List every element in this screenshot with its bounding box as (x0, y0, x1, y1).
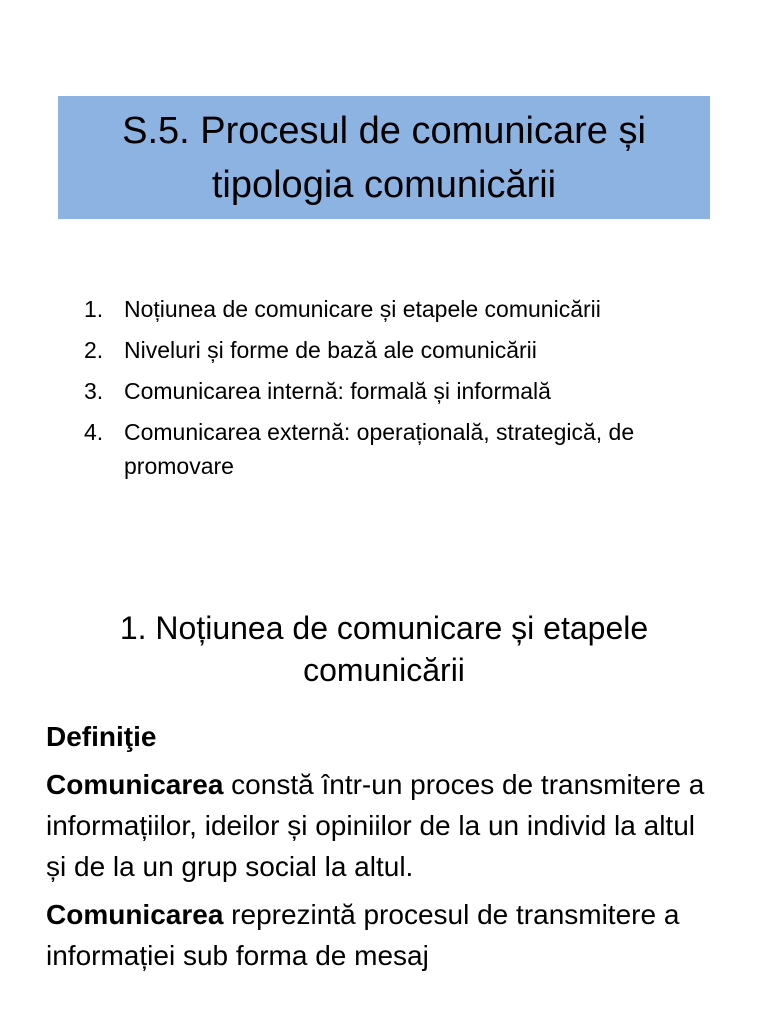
list-item-text: Noțiunea de comunicare și etapele comunicării (124, 296, 601, 322)
list-item (84, 415, 704, 483)
list-item (84, 374, 704, 408)
list-item-text: Niveluri și forme de bază ale comunicării (124, 337, 537, 363)
definition-paragraph (46, 894, 722, 976)
slide-title: S.5. Procesul de comunicare și tipologia comunicării (122, 109, 646, 206)
list-item-text: Comunicarea internă: formală și informală (124, 378, 551, 404)
list-item-number: 4. (84, 419, 104, 445)
slide-content (46, 716, 722, 983)
definition-heading: Definiţie (46, 721, 157, 752)
section-title: 1. Noțiunea de comunicare și etapele comunicării (119, 610, 649, 688)
list-item (84, 333, 704, 367)
term-label: Comunicarea (46, 899, 224, 930)
list-item-number: 2. (84, 337, 104, 363)
list-item (84, 292, 704, 326)
slide-2 (0, 576, 768, 1024)
term-label: Comunicarea (46, 769, 224, 800)
definition-paragraph (46, 764, 722, 887)
paragraph-text: reprezintă procesul de transmitere a informației sub forma de mesaj (46, 899, 680, 971)
list-item-number: 1. (84, 296, 104, 322)
slide-title-banner (58, 96, 710, 219)
topic-list (84, 292, 704, 490)
paragraph-text: constă într-un proces de transmitere a informațiilor, ideilor și opiniilor de la un individ la altul și de la un grup social la altul. (46, 769, 705, 882)
list-item-number: 3. (84, 378, 104, 404)
list-item-text: Comunicarea externă: operațională, strategică, de promovare (124, 419, 635, 479)
